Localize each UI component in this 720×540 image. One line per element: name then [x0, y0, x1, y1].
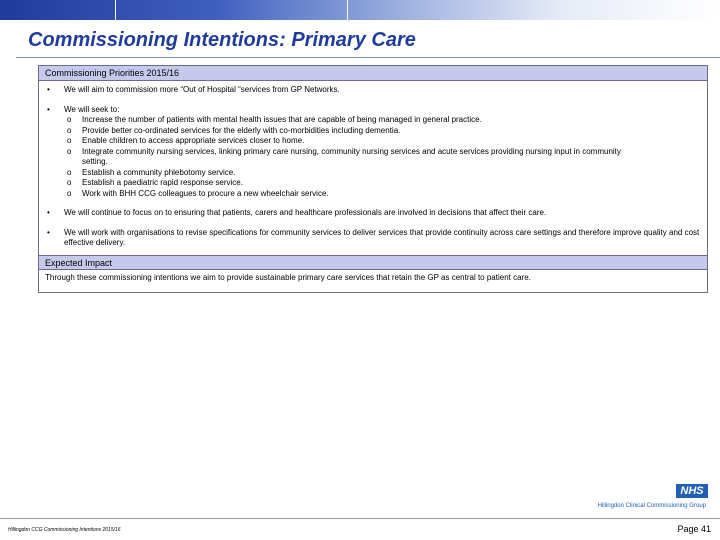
- sub-bullet-mark: o: [67, 125, 72, 135]
- priorities-heading: Commissioning Priorities 2015/16: [39, 66, 707, 81]
- sub-list-item-text: Establish a paediatric rapid response service.: [82, 178, 243, 187]
- sub-bullet-mark: o: [67, 115, 72, 124]
- priorities-box: [38, 65, 708, 293]
- sub-list-item: [45, 168, 701, 179]
- list-item-text: We will seek to:: [64, 104, 120, 114]
- sub-list-item-text: Establish a community phlebotomy service.: [82, 167, 236, 177]
- bullet-mark: •: [47, 227, 50, 237]
- priorities-body: [39, 81, 707, 255]
- title-divider: [16, 57, 720, 58]
- list-item: [45, 208, 701, 219]
- footer-document-title: Hillingdon CCG Commissioning Intentions 2015/16: [8, 527, 121, 533]
- nhs-logo: NHS: [676, 484, 708, 498]
- page-number: Page 41: [677, 524, 711, 534]
- sub-list-item-text: Increase the number of patients with mental health issues that are capable of being managed in general practice.: [82, 115, 482, 124]
- list-item: [45, 105, 701, 200]
- expected-impact-text: Through these commissioning intentions we aim to provide sustainable primary care services that retain the GP as central to patient care.: [45, 272, 531, 282]
- sub-bullet-mark: o: [67, 167, 72, 177]
- sub-bullet-mark: o: [67, 146, 72, 156]
- organisation-name: Hillingdon Clinical Commissioning Group: [597, 503, 706, 509]
- sub-list-item: [45, 178, 701, 189]
- bullet-mark: •: [47, 208, 50, 217]
- bullet-mark: •: [47, 85, 50, 94]
- sub-list-item: [45, 115, 701, 126]
- list-item: [45, 228, 701, 249]
- sub-list-item: [45, 126, 701, 137]
- list-item-text: We will continue to focus on to ensuring that patients, carers and healthcare professionals are involved in decisions that affect their care.: [64, 208, 547, 217]
- header-band: [0, 0, 720, 20]
- bullet-mark: •: [47, 104, 50, 114]
- sub-list-item-text: Enable children to access appropriate services closer to home.: [82, 136, 305, 145]
- sub-list-item: [45, 136, 701, 147]
- page-title: Commissioning Intentions: Primary Care: [28, 29, 416, 51]
- band-divider: [347, 0, 348, 20]
- list-item: [45, 85, 701, 96]
- sub-list-item-text: Work with BHH CCG colleagues to procure a new wheelchair service.: [82, 188, 329, 198]
- sub-bullet-mark: o: [67, 136, 72, 145]
- sub-list-item: [45, 189, 701, 200]
- footer-divider: [0, 518, 720, 519]
- sub-bullet-mark: o: [67, 188, 72, 198]
- sub-bullet-mark: o: [67, 178, 72, 187]
- band-divider: [115, 0, 116, 20]
- list-item-text: We will work with organisations to revise specifications for community services to deliver services that provide continuity across care settings and therefore improve quality and cost effective delivery.: [64, 227, 700, 247]
- sub-list-item-text: Provide better co-ordinated services for the elderly with co-morbidities including dementia.: [82, 125, 401, 135]
- expected-impact-heading: Expected Impact: [39, 255, 707, 270]
- list-item-text: We will aim to commission more “Out of Hospital “services from GP Networks.: [64, 85, 340, 94]
- sub-list-item-text: Integrate community nursing services, linking primary care nursing, community nursing services and acute services providing nursing input in community setting.: [82, 146, 621, 166]
- sub-list-item: [45, 147, 701, 168]
